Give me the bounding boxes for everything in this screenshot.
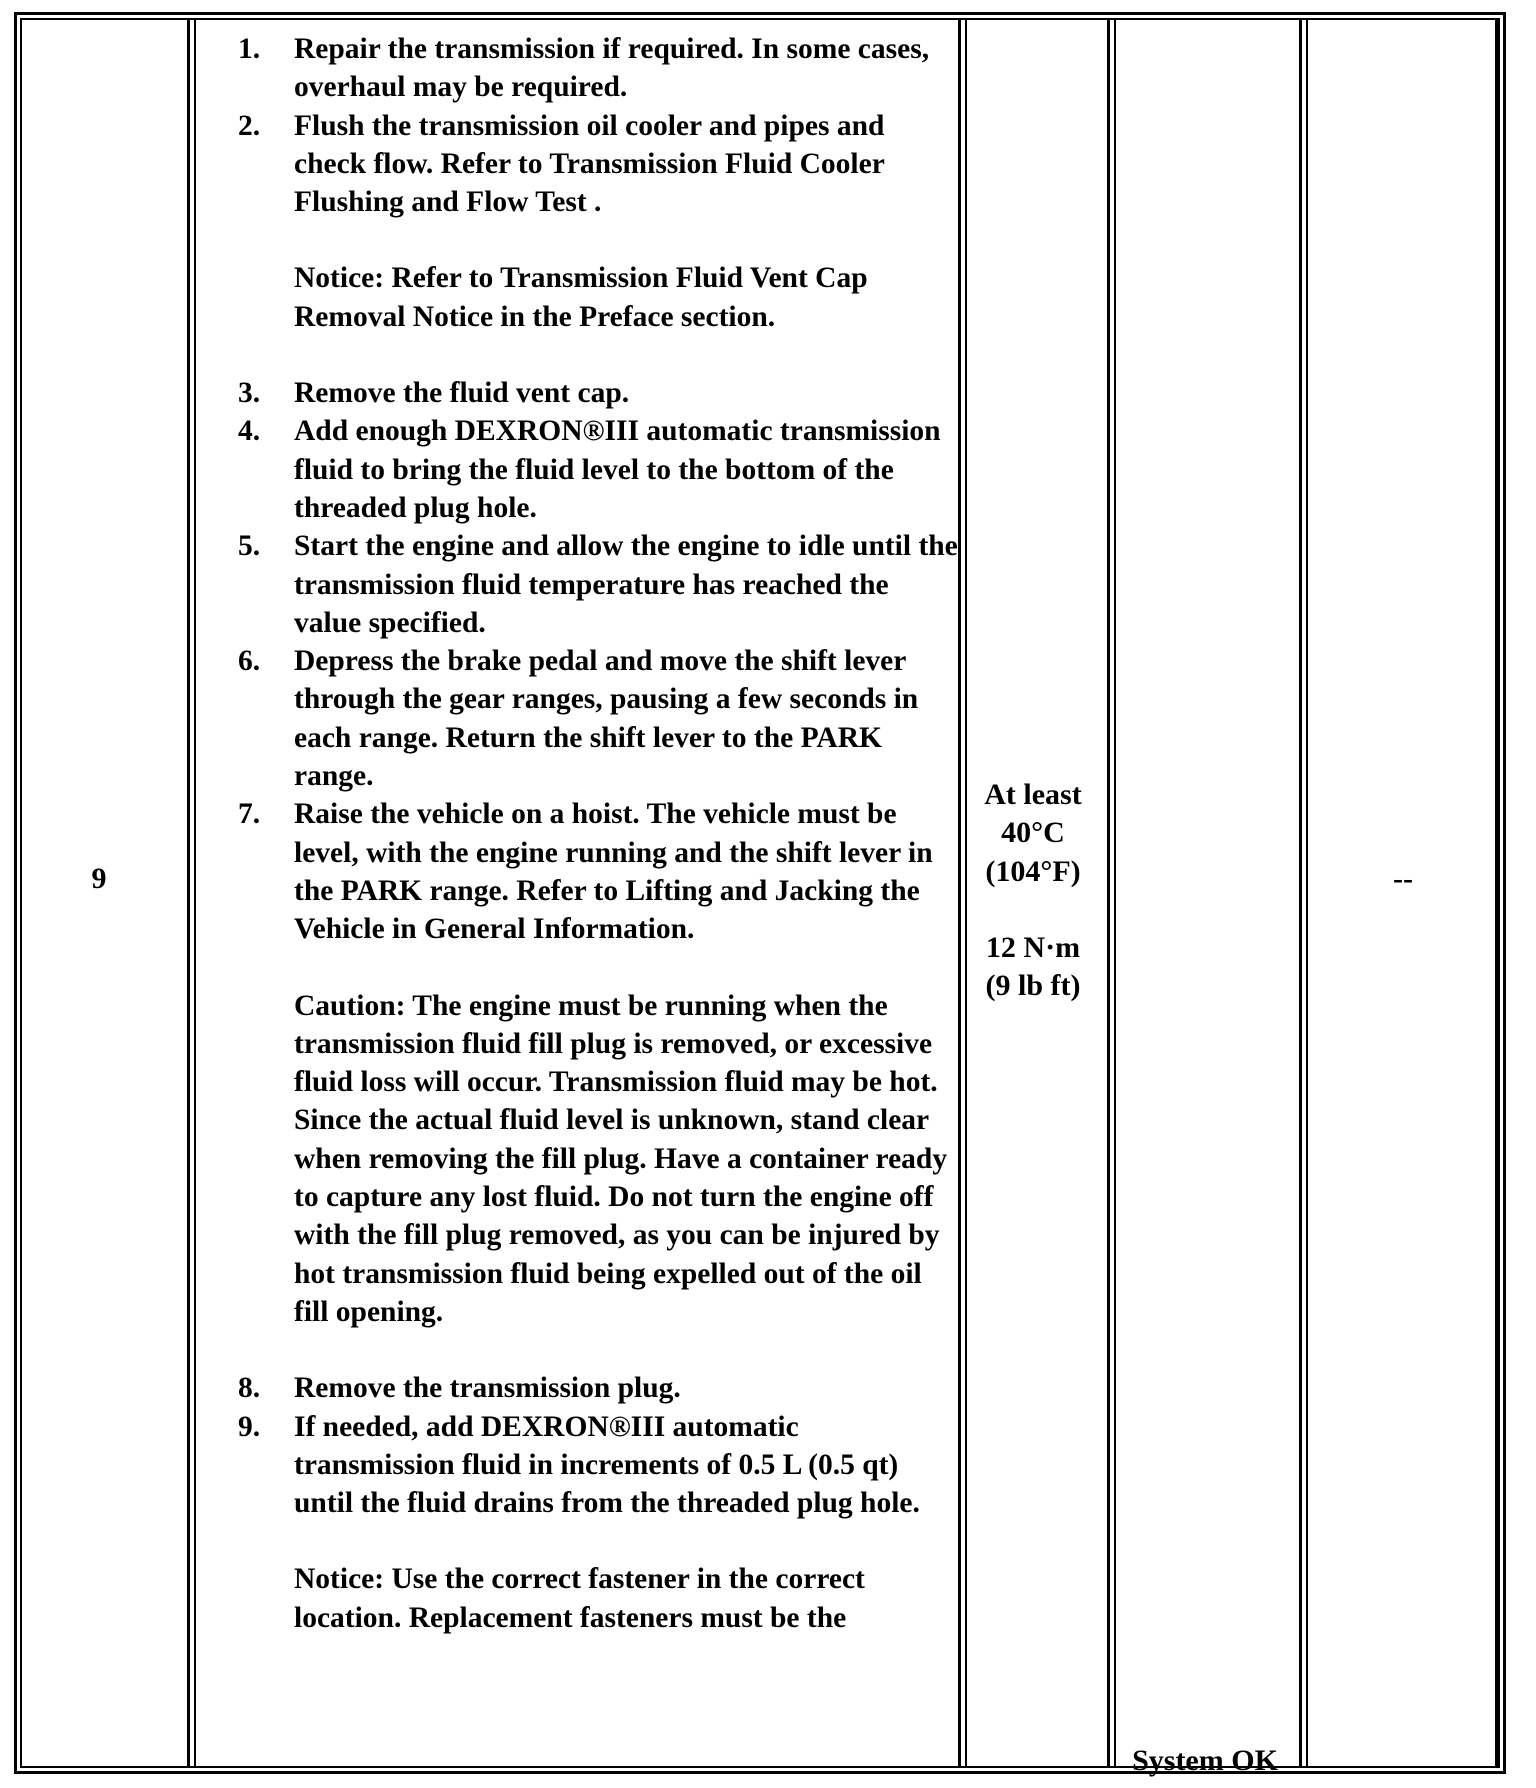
action-item	[200, 374, 960, 412]
action-item	[200, 412, 960, 527]
action-item	[200, 527, 960, 642]
action-list	[200, 1369, 960, 1522]
action-text: Repair the transmission if required. In some cases, overhaul may be required.	[294, 33, 930, 104]
temperature-label: At least	[984, 778, 1082, 811]
action-text: Remove the fluid vent cap.	[294, 377, 630, 410]
action-text: Depress the brake pedal and move the shift lever through the gear ranges, pausing a few seconds in each range. Return the shift lever to the PARK range.	[294, 645, 919, 793]
action-number: 2.	[238, 109, 261, 142]
column-divider	[187, 20, 190, 1766]
action-item	[200, 795, 960, 948]
temperature-celsius: 40°C	[1001, 816, 1065, 850]
action-cell	[200, 30, 960, 1637]
action-text: Add enough DEXRON®III automatic transmission fluid to bring the fluid level to the bottom of the threaded plug hole.	[294, 415, 941, 524]
column-divider	[1299, 20, 1302, 1766]
action-text: Raise the vehicle on a hoist. The vehicle must be level, with the engine running and the shift lever in the PARK range. Refer to Lifting and Jacking the Vehicle in General Information.	[294, 798, 933, 946]
action-item	[200, 107, 960, 222]
temperature-fahrenheit: (104°F)	[985, 854, 1081, 888]
action-text: Start the engine and allow the engine to idle until the transmission fluid temperature has reached the value specified.	[294, 530, 958, 639]
caution-text: Caution: The engine must be running when the transmission fluid fill plug is removed, or excessive fluid loss will occur. Transmission fluid may be hot. Since the actual fluid level is unknown, stand clear when removing the fill plug. Have a container ready to capture any lost fluid. Do not turn the engine off with the fill plug removed, as you can be injured by hot transmission fluid being expelled out of the oil fill opening.	[294, 989, 948, 1328]
action-item	[200, 1408, 960, 1523]
step-number: 9	[91, 862, 107, 895]
values-cell	[960, 776, 1106, 1005]
action-list	[200, 30, 960, 221]
column-divider	[1107, 20, 1110, 1766]
action-number: 6.	[238, 645, 261, 678]
column-divider	[194, 20, 196, 1766]
action-item	[200, 30, 960, 107]
action-text: If needed, add DEXRON®III automatic transmission fluid in increments of 0.5 L (0.5 qt) until the fluid drains from the threaded plug hole.	[294, 1410, 920, 1520]
action-item	[200, 1369, 960, 1407]
action-text: Flush the transmission oil cooler and pipes and check flow. Refer to Transmission Fluid Cooler Flushing and Flow Test .	[294, 109, 885, 219]
torque-imperial: (9 lb ft)	[985, 969, 1081, 1003]
torque-metric: 12 N·m	[985, 930, 1081, 964]
action-item	[200, 642, 960, 795]
action-number: 7.	[238, 798, 261, 831]
yes-cell-value: --	[1393, 862, 1413, 895]
notice-text: Notice: Refer to Transmission Fluid Vent Cap Removal Notice in the Preface section.	[294, 262, 868, 333]
action-number: 9.	[238, 1410, 261, 1443]
action-number: 5.	[238, 530, 261, 563]
action-number: 8.	[238, 1372, 261, 1405]
action-list	[200, 374, 960, 948]
notice-text: Notice: Use the correct fastener in the correct location. Replacement fasteners must be the	[294, 1563, 865, 1634]
column-divider	[1114, 20, 1116, 1766]
system-ok-label: System OK	[1132, 1744, 1278, 1777]
action-number: 1.	[238, 33, 261, 65]
action-number: 4.	[238, 415, 261, 448]
action-text: Remove the transmission plug.	[294, 1372, 681, 1405]
action-number: 3.	[238, 377, 261, 410]
